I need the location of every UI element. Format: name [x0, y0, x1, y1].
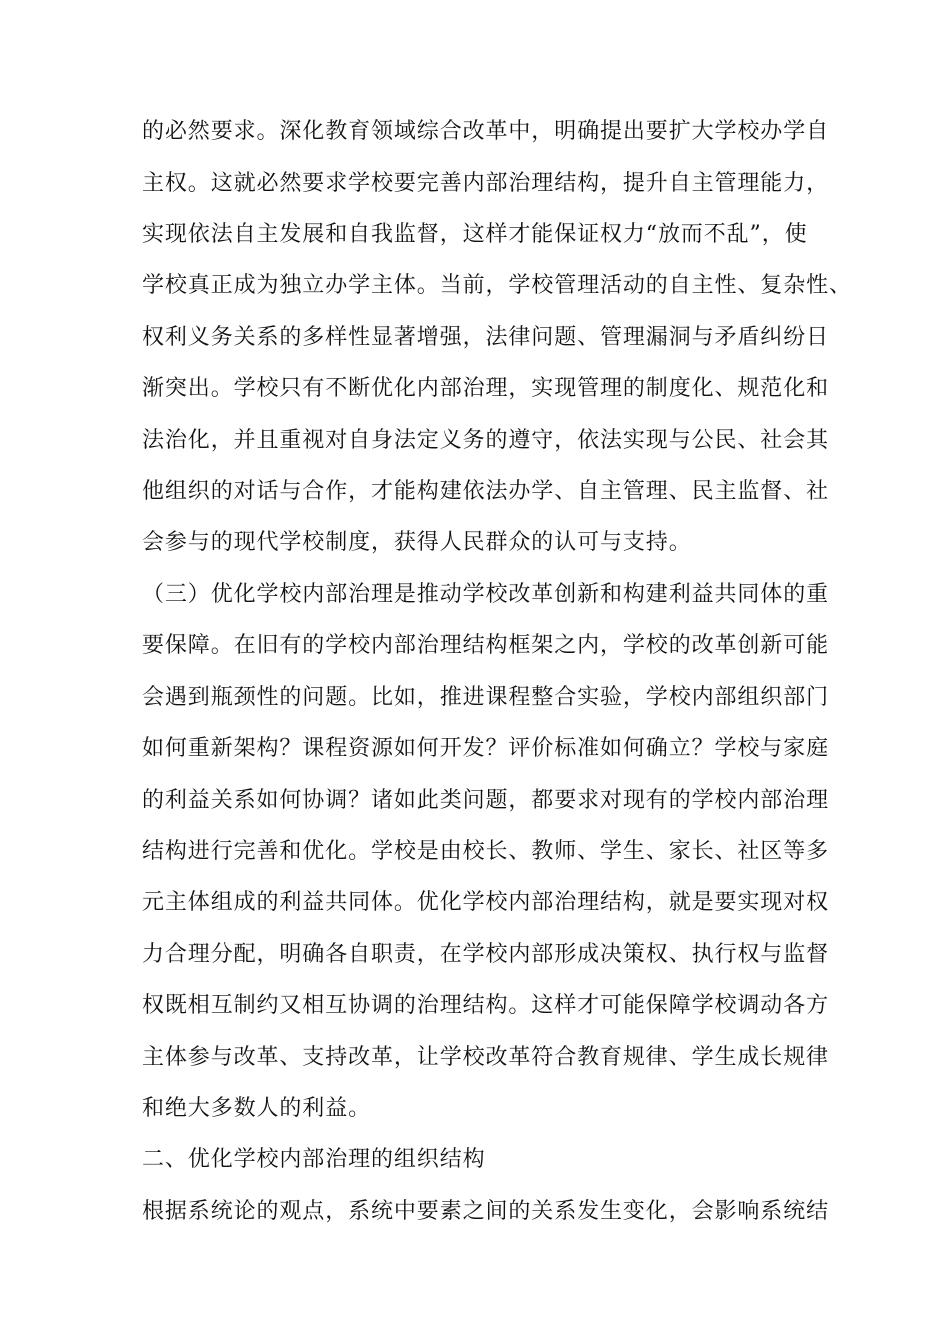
text-line: 根据系统论的观点，系统中要素之间的关系发生变化，会影响系统结 — [142, 1199, 830, 1224]
text-line: 会参与的现代学校制度，获得人民群众的认可与支持。 — [142, 530, 692, 555]
text-line: 要保障。在旧有的学校内部治理结构框架之内，学校的改革创新可能 — [142, 633, 830, 658]
text-line: 主权。这就必然要求学校要完善内部治理结构，提升自主管理能力， — [142, 171, 830, 196]
section-heading: 二、优化学校内部治理的组织结构 — [142, 1147, 486, 1172]
text-line: 力合理分配，明确各自职责，在学校内部形成决策权、执行权与监督 — [142, 942, 830, 967]
text-line: 权利义务关系的多样性显著增强，法律问题、管理漏洞与矛盾纠纷日 — [142, 325, 830, 350]
text-line: 和绝大多数人的利益。 — [142, 1096, 372, 1121]
text-line: 法治化，并且重视对自身法定义务的遵守，依法实现与公民、社会其 — [142, 428, 830, 453]
text-line: 实现依法自主发展和自我监督，这样才能保证权力“放而不乱”，使 — [142, 222, 808, 247]
text-line: 结构进行完善和优化。学校是由校长、教师、学生、家长、社区等多 — [142, 839, 830, 864]
text-line: 元主体组成的利益共同体。优化学校内部治理结构，就是要实现对权 — [142, 890, 830, 915]
text-line: 的利益关系如何协调？诸如此类问题，都要求对现有的学校内部治理 — [142, 788, 830, 813]
text-line: 他组织的对话与合作，才能构建依法办学、自主管理、民主监督、社 — [142, 479, 830, 504]
text-line: 的必然要求。深化教育领域综合改革中，明确提出要扩大学校办学自 — [142, 119, 830, 144]
text-line: 主体参与改革、支持改革，让学校改革符合教育规律、学生成长规律 — [142, 1045, 830, 1070]
section-heading-line: （三）优化学校内部治理是推动学校改革创新和构建利益共同体的重 — [142, 582, 830, 607]
text-line: 会遇到瓶颈性的问题。比如，推进课程整合实验，学校内部组织部门 — [142, 685, 830, 710]
text-line: 权既相互制约又相互协调的治理结构。这样才可能保障学校调动各方 — [142, 993, 830, 1018]
text-line: 渐突出。学校只有不断优化内部治理，实现管理的制度化、规范化和 — [142, 376, 830, 401]
text-line: 如何重新架构？课程资源如何开发？评价标准如何确立？学校与家庭 — [142, 736, 830, 761]
text-line: 学校真正成为独立办学主体。当前，学校管理活动的自主性、复杂性、 — [142, 273, 852, 298]
